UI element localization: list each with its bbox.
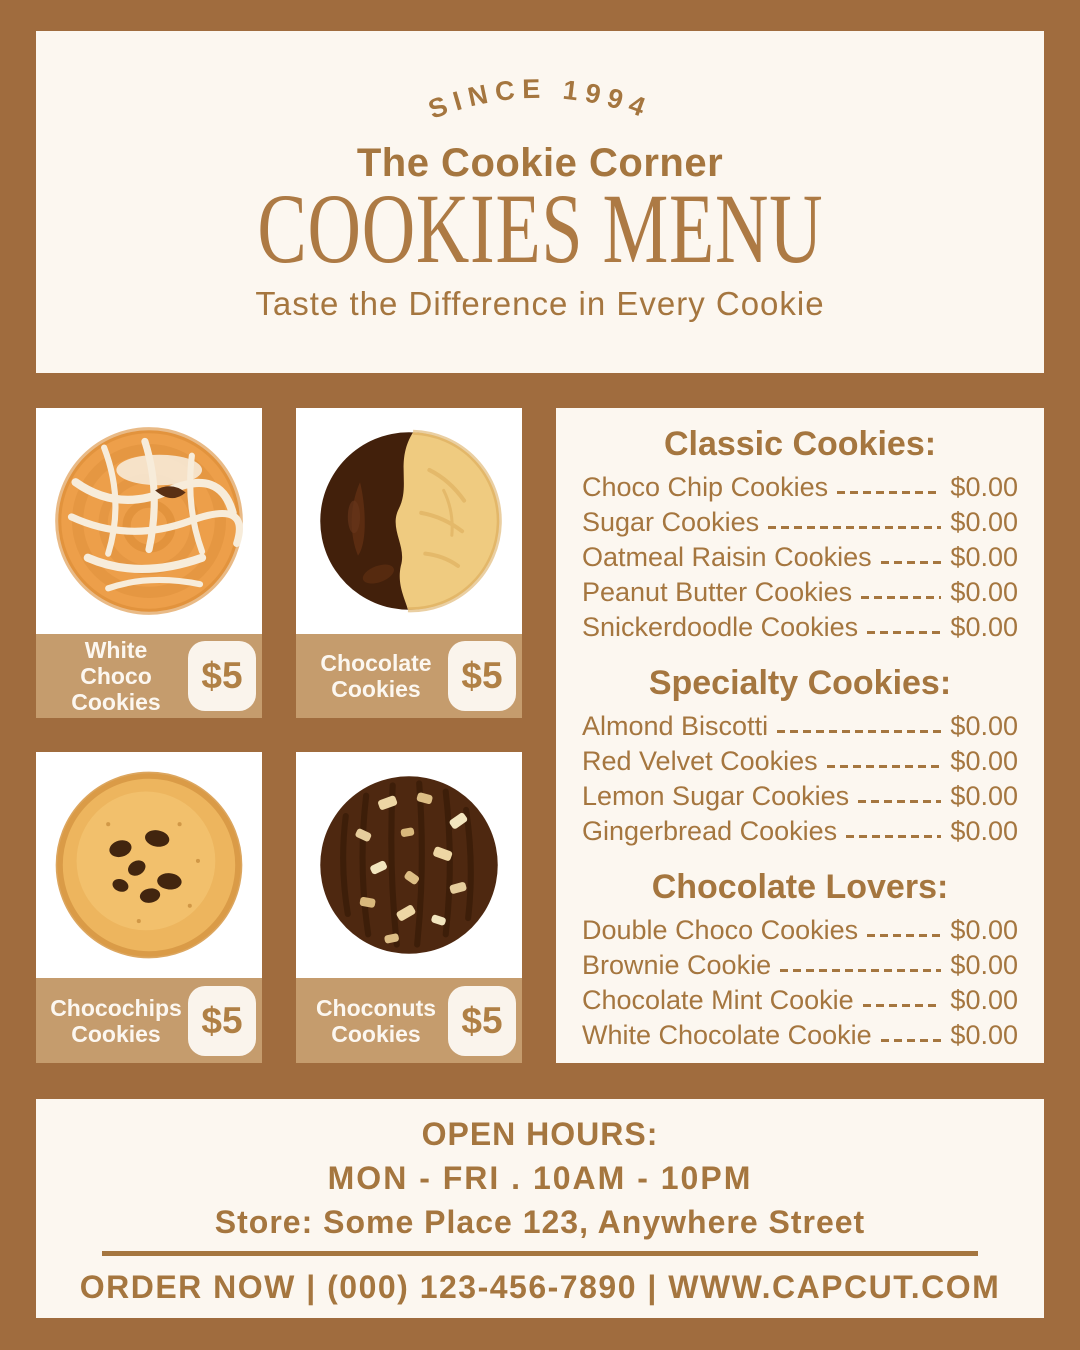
product-name: Chocolate Cookies bbox=[320, 650, 432, 702]
price-badge: $5 bbox=[448, 986, 516, 1056]
section-heading: Chocolate Lovers: bbox=[651, 868, 949, 906]
menu-item bbox=[582, 470, 1018, 505]
menu-item bbox=[582, 505, 1018, 540]
dotted-leader bbox=[846, 835, 941, 838]
chocochip-cookie-photo bbox=[36, 752, 262, 978]
menu-item-price: $0.00 bbox=[950, 1020, 1018, 1050]
menu-item-price: $0.00 bbox=[950, 781, 1018, 811]
menu-item-name: Red Velvet Cookies bbox=[582, 746, 818, 776]
menu-item-price: $0.00 bbox=[950, 542, 1018, 572]
menu-item-name: Brownie Cookie bbox=[582, 950, 772, 980]
menu-item-name: Chocolate Mint Cookie bbox=[582, 985, 854, 1015]
svg-text:SINCE 1994: SINCE 1994 bbox=[424, 73, 656, 125]
menu-item bbox=[582, 610, 1018, 645]
menu-item-price: $0.00 bbox=[950, 746, 1018, 776]
menu-item-name: Snickerdoodle Cookies bbox=[582, 612, 859, 642]
dotted-leader bbox=[837, 491, 941, 494]
menu-item-price: $0.00 bbox=[950, 507, 1018, 537]
menu-item-name: Gingerbread Cookies bbox=[582, 816, 838, 846]
white-choco-swirl-cookie-photo bbox=[36, 408, 262, 634]
brand-name: The Cookie Corner bbox=[356, 141, 724, 185]
header-panel bbox=[36, 31, 1044, 373]
menu-item-name: Sugar Cookies bbox=[582, 507, 760, 537]
menu-item bbox=[582, 913, 1018, 948]
price-badge: $5 bbox=[188, 641, 256, 711]
dotted-leader bbox=[867, 631, 941, 634]
menu-item-price: $0.00 bbox=[950, 577, 1018, 607]
product-card-chocolate bbox=[296, 408, 522, 718]
product-card-chocochips bbox=[36, 752, 262, 1063]
menu-item bbox=[582, 575, 1018, 610]
product-name: Chocochips Cookies bbox=[50, 994, 182, 1047]
dotted-leader bbox=[863, 1004, 942, 1007]
menu-item bbox=[582, 983, 1018, 1018]
price-badge: $5 bbox=[448, 641, 516, 711]
menu-section-chocolate-lovers bbox=[582, 867, 1018, 1053]
menu-item-price: $0.00 bbox=[950, 472, 1018, 502]
chocolate-dipped-cookie-photo bbox=[296, 408, 522, 634]
menu-item-price: $0.00 bbox=[950, 950, 1018, 980]
menu-item bbox=[582, 779, 1018, 814]
store-address: Store: Some Place 123, Anywhere Street bbox=[214, 1204, 866, 1240]
menu-panel bbox=[556, 408, 1044, 1063]
price-badge: $5 bbox=[188, 986, 256, 1056]
menu-item-price: $0.00 bbox=[950, 612, 1018, 642]
menu-item-price: $0.00 bbox=[950, 816, 1018, 846]
dotted-leader bbox=[780, 969, 941, 972]
card-label-strip bbox=[296, 634, 522, 718]
dotted-leader bbox=[768, 526, 941, 529]
menu-item bbox=[582, 540, 1018, 575]
open-hours-value: MON - FRI . 10AM - 10PM bbox=[327, 1160, 753, 1196]
dotted-leader bbox=[827, 765, 942, 768]
menu-item bbox=[582, 948, 1018, 983]
product-card-white-choco bbox=[36, 408, 262, 718]
menu-item bbox=[582, 709, 1018, 744]
page-title: COOKIES MENU bbox=[257, 173, 823, 284]
menu-item bbox=[582, 1018, 1018, 1053]
menu-item bbox=[582, 744, 1018, 779]
menu-item-name: Lemon Sugar Cookies bbox=[582, 781, 850, 811]
dotted-leader bbox=[858, 800, 941, 803]
dotted-leader bbox=[861, 596, 941, 599]
menu-item-price: $0.00 bbox=[950, 985, 1018, 1015]
since-1994-arched-text bbox=[330, 49, 750, 151]
section-heading: Classic Cookies: bbox=[663, 425, 937, 463]
footer-divider bbox=[102, 1251, 978, 1256]
menu-section-specialty bbox=[582, 663, 1018, 849]
chocolate-nut-cookie-photo bbox=[296, 752, 522, 978]
footer-panel bbox=[36, 1099, 1044, 1318]
dotted-leader bbox=[777, 730, 941, 733]
product-card-choconuts bbox=[296, 752, 522, 1063]
menu-item-name: Almond Biscotti bbox=[582, 711, 769, 741]
menu-item-price: $0.00 bbox=[950, 915, 1018, 945]
menu-item-name: Choco Chip Cookies bbox=[582, 472, 829, 502]
order-contact-line: ORDER NOW | (000) 123-456-7890 | WWW.CAPCUT.COM bbox=[79, 1269, 1001, 1305]
tagline: Taste the Difference in Every Cookie bbox=[255, 285, 825, 322]
menu-item-price: $0.00 bbox=[950, 711, 1018, 741]
dotted-leader bbox=[867, 934, 941, 937]
card-label-strip bbox=[296, 978, 522, 1063]
section-heading: Specialty Cookies: bbox=[648, 664, 952, 702]
product-name: White Choco Cookies bbox=[71, 637, 161, 715]
product-name: Choconuts Cookies bbox=[315, 994, 437, 1047]
dotted-leader bbox=[881, 1039, 942, 1042]
card-label-strip bbox=[36, 978, 262, 1063]
menu-item bbox=[582, 814, 1018, 849]
menu-item-name: Oatmeal Raisin Cookies bbox=[582, 542, 872, 572]
menu-item-name: Peanut Butter Cookies bbox=[582, 577, 853, 607]
dotted-leader bbox=[881, 561, 942, 564]
menu-item-name: White Chocolate Cookie bbox=[582, 1020, 872, 1050]
card-label-strip bbox=[36, 634, 262, 718]
menu-section-classic bbox=[582, 424, 1018, 645]
menu-item-name: Double Choco Cookies bbox=[582, 915, 859, 945]
open-hours-label: OPEN HOURS: bbox=[421, 1116, 659, 1152]
